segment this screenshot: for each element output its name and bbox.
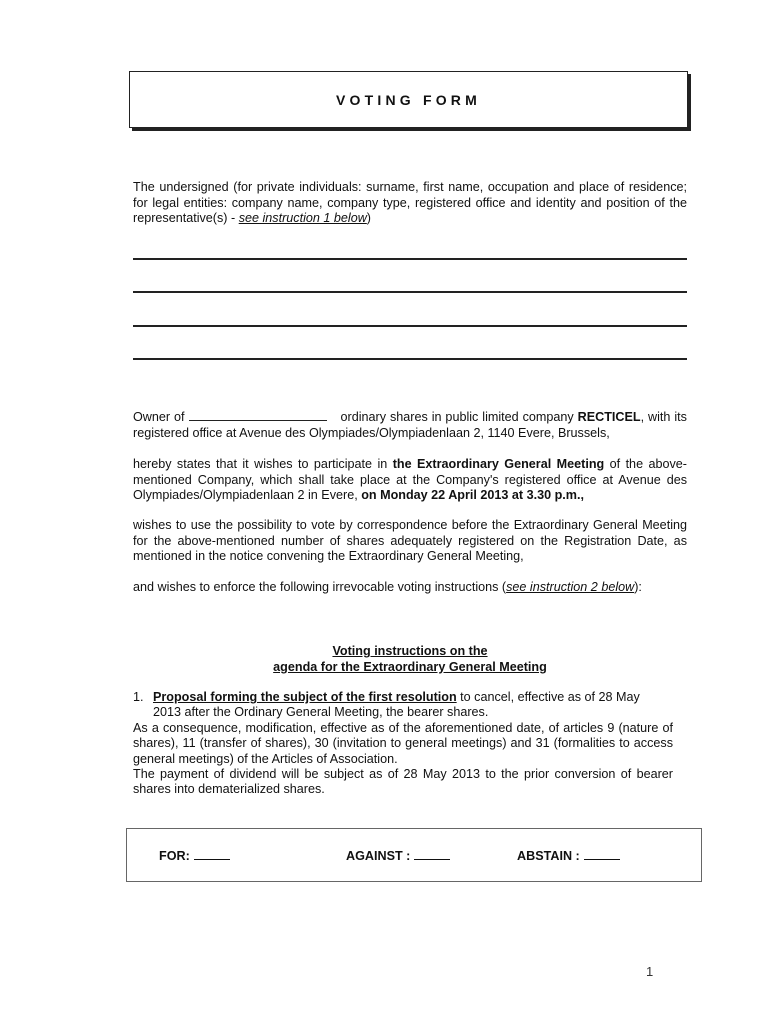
vote-for[interactable]	[159, 848, 230, 863]
resolution-1-para3: The payment of dividend will be subject as of 28 May 2013 to the prior conversion of bearer shares into dematerialized shares.	[133, 767, 673, 797]
instructions-heading-line-1: Voting instructions on the	[332, 644, 488, 658]
owner-paragraph	[133, 408, 687, 441]
owner-mid: ordinary shares in public limited company	[340, 410, 578, 424]
title-box	[129, 71, 688, 128]
vote-against-field[interactable]	[414, 848, 450, 860]
instruction-1-link[interactable]: see instruction 1 below	[238, 211, 367, 226]
participate-pre: hereby states that it wishes to participate in	[133, 457, 393, 471]
meeting-date: on Monday 22 April 2013 at 3.30 p.m.,	[361, 488, 584, 503]
resolution-1	[133, 690, 673, 798]
intro-close: )	[366, 211, 371, 226]
shares-count-field[interactable]	[189, 408, 327, 421]
enforce-pre: and wishes to enforce the following irrevocable voting instructions (	[133, 580, 507, 594]
owner-suffix: , with its registered office at Avenue des Olympiades/Olympiadenlaan 2, 1140 Evere, Brussels,	[133, 410, 687, 440]
resolution-1-para2: As a consequence, modification, effective as of the aforementioned date, of articles 9 (nature of shares), 11 (transfer of shares), 30 (invitation to general meetings) and 31 (formalities to access general meetings) of the Articles of Association.	[133, 720, 673, 766]
vote-against[interactable]	[346, 848, 450, 863]
enforce-paragraph	[133, 580, 687, 596]
fill-line-2[interactable]	[133, 291, 687, 293]
instruction-2-link[interactable]: see instruction 2 below	[506, 580, 635, 594]
company-name: RECTICEL	[577, 410, 641, 424]
vote-against-label: AGAINST :	[346, 849, 411, 863]
enforce-post: ):	[634, 580, 642, 594]
fill-line-4[interactable]	[133, 358, 687, 360]
intro-paragraph	[133, 180, 687, 227]
vote-for-field[interactable]	[194, 848, 230, 860]
resolution-1-line1: to cancel, effective as of 28 May	[456, 690, 640, 704]
vote-for-label: FOR:	[159, 849, 190, 863]
vote-box	[126, 828, 702, 882]
meeting-name: the Extraordinary General Meeting	[392, 457, 605, 471]
vote-abstain-field[interactable]	[584, 848, 620, 860]
fill-line-3[interactable]	[133, 325, 687, 327]
resolution-1-number: 1.	[133, 690, 144, 704]
page-number: 1	[646, 964, 654, 979]
owner-prefix: Owner of	[133, 410, 185, 424]
intro-text: The undersigned (for private individuals: surname, first name, occupation and place of residence; for legal entities: company name, company type, registered office and identity and position of the representative(s) -	[133, 180, 687, 226]
fill-line-1[interactable]	[133, 258, 687, 260]
instructions-heading-line-2: agenda for the Extraordinary General Meeting	[273, 660, 547, 674]
resolution-1-line2: 2013 after the Ordinary General Meeting, the bearer shares.	[153, 705, 489, 720]
form-title: VOTING FORM	[336, 91, 481, 108]
vote-abstain-label: ABSTAIN :	[517, 849, 580, 863]
participate-mid: of the above-mentioned Company, which shall take place at the Company's registered office at Avenue des Olympiades/Olympiadenlaan 2 in Evere,	[133, 457, 687, 503]
resolution-1-title: Proposal forming the subject of the first resolution	[153, 690, 457, 704]
correspondence-paragraph: wishes to use the possibility to vote by correspondence before the Extraordinary General Meeting for the above-mentioned number of shares adequately registered on the Registration Date, as mentioned in the notice convening the Extraordinary General Meeting,	[133, 518, 687, 564]
vote-abstain[interactable]	[517, 848, 620, 863]
participation-paragraph	[133, 457, 687, 504]
